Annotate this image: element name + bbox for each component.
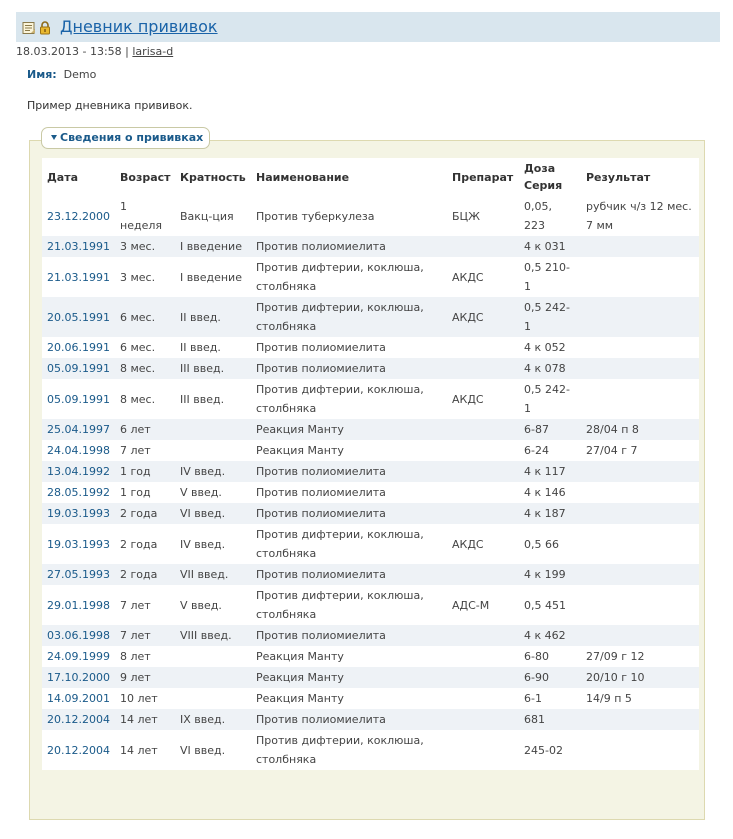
cell-result (581, 236, 699, 257)
cell-age: 2 года (115, 503, 175, 524)
table-row (42, 667, 699, 688)
cell-dose: 4 к 462 (519, 625, 581, 646)
cell-result (581, 524, 699, 564)
cell-name: Против дифтерии, коклюша, столбняка (251, 379, 447, 419)
cell-name: Против полиомиелита (251, 503, 447, 524)
submitted-info (16, 45, 173, 59)
table-row (42, 196, 699, 236)
cell-drug (447, 482, 519, 503)
cell-drug (447, 419, 519, 440)
cell-dose: 6-87 (519, 419, 581, 440)
cell-age: 3 мес. (115, 257, 175, 297)
cell-name: Реакция Манту (251, 667, 447, 688)
cell-count: V введ. (175, 585, 251, 625)
cell-name: Против полиомиелита (251, 625, 447, 646)
cell-age: 1 год (115, 461, 175, 482)
cell-date: 28.05.1992 (42, 482, 115, 503)
col-header-dose: Доза Серия (519, 158, 581, 196)
cell-count (175, 440, 251, 461)
cell-count: VI введ. (175, 730, 251, 770)
meta-separator: | (125, 45, 129, 58)
table-row (42, 564, 699, 585)
node-title-bar (16, 12, 720, 42)
cell-dose: 0,5 451 (519, 585, 581, 625)
table-row (42, 524, 699, 564)
cell-age: 6 мес. (115, 337, 175, 358)
cell-result (581, 297, 699, 337)
cell-age: 1 год (115, 482, 175, 503)
table-row (42, 730, 699, 770)
cell-drug (447, 625, 519, 646)
cell-name: Против полиомиелита (251, 236, 447, 257)
cell-dose: 4 к 031 (519, 236, 581, 257)
cell-drug (447, 358, 519, 379)
author-link[interactable]: larisa-d (132, 45, 174, 58)
cell-age: 2 года (115, 524, 175, 564)
cell-count: IV введ. (175, 461, 251, 482)
cell-count: II введ. (175, 297, 251, 337)
cell-age: 7 лет (115, 585, 175, 625)
vaccination-table (42, 158, 699, 770)
cell-result (581, 730, 699, 770)
cell-dose: 4 к 117 (519, 461, 581, 482)
cell-result (581, 358, 699, 379)
col-header-count: Кратность (175, 158, 251, 196)
cell-date: 05.09.1991 (42, 358, 115, 379)
cell-dose: 4 к 199 (519, 564, 581, 585)
cell-count: VII введ. (175, 564, 251, 585)
cell-age: 6 лет (115, 419, 175, 440)
submitted-date: 18.03.2013 - 13:58 (16, 45, 122, 58)
cell-count: VIII введ. (175, 625, 251, 646)
cell-dose: 6-90 (519, 667, 581, 688)
cell-dose: 4 к 187 (519, 503, 581, 524)
title-icons (22, 20, 51, 36)
cell-name: Против дифтерии, коклюша, столбняка (251, 297, 447, 337)
table-row (42, 503, 699, 524)
cell-count: IX введ. (175, 709, 251, 730)
col-header-name: Наименование (251, 158, 447, 196)
cell-drug: АКДС (447, 379, 519, 419)
cell-date: 19.03.1993 (42, 524, 115, 564)
cell-date: 20.12.2004 (42, 730, 115, 770)
cell-drug (447, 337, 519, 358)
cell-drug (447, 564, 519, 585)
cell-drug (447, 730, 519, 770)
cell-count: II введ. (175, 337, 251, 358)
cell-date: 21.03.1991 (42, 257, 115, 297)
table-row (42, 419, 699, 440)
cell-age: 6 мес. (115, 297, 175, 337)
cell-name: Реакция Манту (251, 419, 447, 440)
cell-drug (447, 461, 519, 482)
table-row (42, 688, 699, 709)
table-row (42, 337, 699, 358)
cell-date: 13.04.1992 (42, 461, 115, 482)
cell-result: 27/04 г 7 (581, 440, 699, 461)
cell-age: 14 лет (115, 709, 175, 730)
cell-drug: АКДС (447, 257, 519, 297)
cell-result: 20/10 г 10 (581, 667, 699, 688)
table-row (42, 440, 699, 461)
cell-age: 8 лет (115, 646, 175, 667)
cell-dose: 681 (519, 709, 581, 730)
cell-result: 27/09 г 12 (581, 646, 699, 667)
cell-age: 8 мес. (115, 379, 175, 419)
cell-result (581, 379, 699, 419)
cell-drug (447, 236, 519, 257)
cell-name: Против полиомиелита (251, 709, 447, 730)
cell-age: 7 лет (115, 625, 175, 646)
cell-date: 14.09.2001 (42, 688, 115, 709)
name-field (27, 68, 96, 82)
cell-date: 20.12.2004 (42, 709, 115, 730)
cell-result (581, 257, 699, 297)
table-row (42, 482, 699, 503)
cell-date: 23.12.2000 (42, 196, 115, 236)
cell-dose: 4 к 146 (519, 482, 581, 503)
cell-name: Против полиомиелита (251, 564, 447, 585)
cell-count (175, 688, 251, 709)
cell-result (581, 625, 699, 646)
cell-dose: 0,5 242-1 (519, 297, 581, 337)
cell-drug: АКДС (447, 297, 519, 337)
cell-count: VI введ. (175, 503, 251, 524)
cell-drug (447, 646, 519, 667)
cell-age: 9 лет (115, 667, 175, 688)
name-label: Имя: (27, 68, 57, 81)
cell-name: Против полиомиелита (251, 461, 447, 482)
cell-date: 05.09.1991 (42, 379, 115, 419)
col-header-drug: Препарат (447, 158, 519, 196)
table-row (42, 625, 699, 646)
cell-drug (447, 503, 519, 524)
cell-date: 20.05.1991 (42, 297, 115, 337)
cell-count: I введение (175, 236, 251, 257)
table-row (42, 585, 699, 625)
cell-count (175, 646, 251, 667)
cell-date: 27.05.1993 (42, 564, 115, 585)
cell-result (581, 564, 699, 585)
table-row (42, 461, 699, 482)
cell-dose: 0,5 210-1 (519, 257, 581, 297)
cell-result (581, 482, 699, 503)
cell-drug (447, 440, 519, 461)
vaccination-legend-toggle[interactable] (41, 127, 210, 149)
col-header-age: Возраст (115, 158, 175, 196)
table-row (42, 358, 699, 379)
cell-count: III введ. (175, 379, 251, 419)
cell-count: III введ. (175, 358, 251, 379)
cell-drug: АКДС (447, 524, 519, 564)
cell-date: 20.06.1991 (42, 337, 115, 358)
cell-drug: БЦЖ (447, 196, 519, 236)
cell-count (175, 419, 251, 440)
cell-result: 28/04 п 8 (581, 419, 699, 440)
col-header-result: Результат (581, 158, 699, 196)
cell-dose: 6-80 (519, 646, 581, 667)
cell-age: 8 мес. (115, 358, 175, 379)
cell-dose: 4 к 078 (519, 358, 581, 379)
legend-label: Сведения о прививках (60, 131, 204, 144)
cell-age: 14 лет (115, 730, 175, 770)
table-row (42, 646, 699, 667)
cell-age: 7 лет (115, 440, 175, 461)
table-row (42, 297, 699, 337)
cell-result (581, 503, 699, 524)
cell-drug: АДС-М (447, 585, 519, 625)
cell-result: 14/9 п 5 (581, 688, 699, 709)
cell-age: 10 лет (115, 688, 175, 709)
cell-dose: 6-1 (519, 688, 581, 709)
cell-result (581, 337, 699, 358)
cell-name: Против туберкулеза (251, 196, 447, 236)
cell-name: Против полиомиелита (251, 482, 447, 503)
cell-result (581, 709, 699, 730)
cell-dose: 245-02 (519, 730, 581, 770)
cell-date: 25.04.1997 (42, 419, 115, 440)
cell-date: 24.09.1999 (42, 646, 115, 667)
cell-drug (447, 688, 519, 709)
table-row (42, 709, 699, 730)
col-header-date: Дата (42, 158, 115, 196)
cell-date: 17.10.2000 (42, 667, 115, 688)
table-row (42, 257, 699, 297)
node-description: Пример дневника прививок. (27, 99, 193, 112)
cell-name: Против дифтерии, коклюша, столбняка (251, 257, 447, 297)
cell-count: I введение (175, 257, 251, 297)
cell-dose: 0,5 242-1 (519, 379, 581, 419)
node-title-link[interactable]: Дневник прививок (60, 17, 218, 36)
cell-age: 2 года (115, 564, 175, 585)
cell-drug (447, 709, 519, 730)
cell-name: Против полиомиелита (251, 358, 447, 379)
cell-date: 03.06.1998 (42, 625, 115, 646)
cell-dose: 4 к 052 (519, 337, 581, 358)
cell-result (581, 461, 699, 482)
cell-result (581, 585, 699, 625)
table-row (42, 379, 699, 419)
triangle-down-icon (51, 135, 57, 140)
cell-age: 1 неделя (115, 196, 175, 236)
cell-date: 29.01.1998 (42, 585, 115, 625)
cell-dose: 6-24 (519, 440, 581, 461)
cell-count (175, 667, 251, 688)
cell-name: Реакция Манту (251, 688, 447, 709)
cell-dose: 0,05, 223 (519, 196, 581, 236)
cell-name: Реакция Манту (251, 646, 447, 667)
cell-count: Вакц-ция (175, 196, 251, 236)
name-value: Demo (63, 68, 97, 81)
cell-name: Против дифтерии, коклюша, столбняка (251, 730, 447, 770)
cell-date: 21.03.1991 (42, 236, 115, 257)
cell-date: 19.03.1993 (42, 503, 115, 524)
cell-name: Против полиомиелита (251, 337, 447, 358)
cell-result: рубчик ч/з 12 мес. 7 мм (581, 196, 699, 236)
cell-name: Против дифтерии, коклюша, столбняка (251, 524, 447, 564)
cell-date: 24.04.1998 (42, 440, 115, 461)
note-icon (22, 21, 36, 35)
cell-name: Реакция Манту (251, 440, 447, 461)
table-header-row (42, 158, 699, 196)
cell-count: IV введ. (175, 524, 251, 564)
cell-name: Против дифтерии, коклюша, столбняка (251, 585, 447, 625)
lock-icon (39, 21, 51, 35)
cell-dose: 0,5 66 (519, 524, 581, 564)
cell-age: 3 мес. (115, 236, 175, 257)
cell-count: V введ. (175, 482, 251, 503)
cell-drug (447, 667, 519, 688)
table-row (42, 236, 699, 257)
